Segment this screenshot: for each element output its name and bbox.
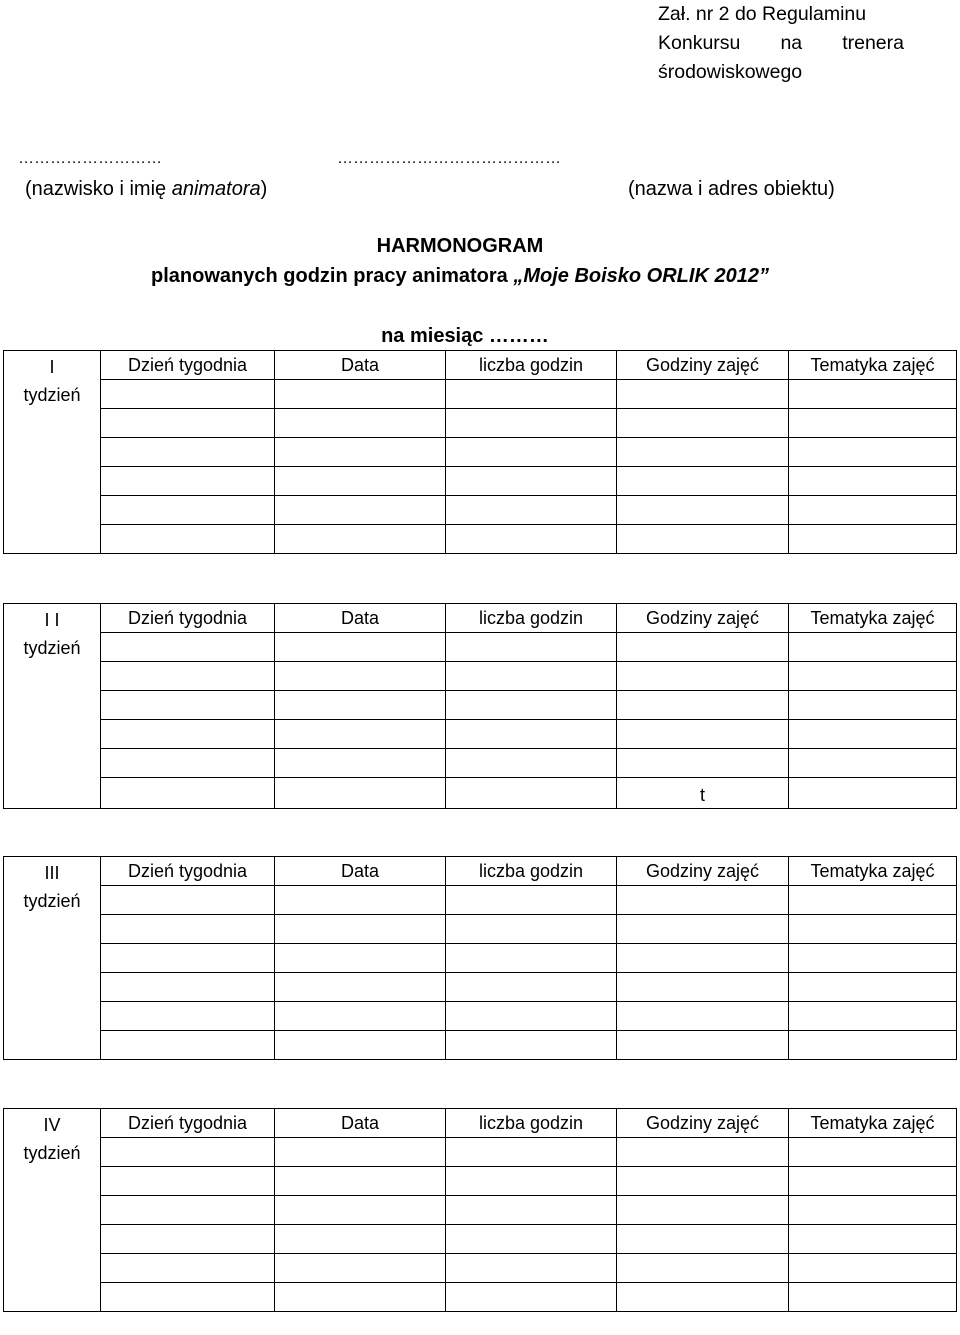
schedule-cell[interactable] [789,1196,957,1225]
facility-field[interactable]: …………………………………… [337,150,561,167]
schedule-cell[interactable] [789,662,957,691]
attachment-word: na [780,32,803,54]
schedule-cell[interactable] [101,496,275,525]
schedule-cell[interactable] [101,662,275,691]
week-table [3,350,957,554]
month-label: na miesiąc ……… [381,325,549,347]
schedule-cell[interactable] [789,1283,957,1312]
schedule-cell[interactable] [446,467,617,496]
schedule-cell[interactable] [789,915,957,944]
column-header: Tematyka zajęć [789,1109,957,1138]
schedule-cell[interactable] [789,973,957,1002]
schedule-cell[interactable] [275,973,446,1002]
document-title: HARMONOGRAM [376,235,544,257]
table-row [4,1031,957,1060]
schedule-cell[interactable] [789,749,957,778]
schedule-cell[interactable] [789,633,957,662]
schedule-cell[interactable] [617,662,789,691]
week-number: IV [43,1115,61,1135]
schedule-cell[interactable] [789,944,957,973]
subtitle-italic: „Moje Boisko ORLIK 2012” [513,265,769,287]
schedule-cell[interactable] [617,915,789,944]
week-label [4,1109,101,1312]
table-row [4,915,957,944]
schedule-cell[interactable] [617,1225,789,1254]
schedule-cell[interactable] [275,691,446,720]
week-suffix: tydzień [23,891,81,911]
schedule-cell[interactable] [101,720,275,749]
schedule-cell[interactable] [617,749,789,778]
column-header: Data [275,351,446,380]
schedule-cell[interactable] [446,720,617,749]
schedule-cell[interactable] [617,409,789,438]
column-header: Tematyka zajęć [789,857,957,886]
schedule-cell[interactable] [789,438,957,467]
column-header: Godziny zajęć [617,857,789,886]
schedule-cell[interactable] [101,1283,275,1312]
schedule-cell[interactable] [101,973,275,1002]
animator-name-field[interactable]: ……………………… [18,150,162,167]
attachment-note [658,0,904,87]
schedule-cell[interactable] [275,467,446,496]
schedule-cell[interactable] [789,525,957,554]
table-row [4,973,957,1002]
schedule-cell[interactable] [789,1138,957,1167]
schedule-cell[interactable] [789,778,957,809]
week-label [4,857,101,1060]
schedule-cell[interactable] [275,1196,446,1225]
schedule-cell[interactable] [789,467,957,496]
week-number: III [44,863,60,883]
schedule-cell[interactable] [446,1167,617,1196]
week-header-row [4,1109,957,1138]
schedule-cell[interactable] [101,1138,275,1167]
schedule-cell[interactable] [617,1002,789,1031]
attachment-word: Konkursu [658,32,741,54]
column-header: Dzień tygodnia [101,857,275,886]
week-header-row [4,351,957,380]
schedule-cell[interactable] [617,1196,789,1225]
table-row [4,1002,957,1031]
schedule-cell[interactable] [617,525,789,554]
week-suffix: tydzień [23,385,81,405]
schedule-cell[interactable] [101,778,275,809]
table-row [4,691,957,720]
column-header: Dzień tygodnia [101,604,275,633]
schedule-cell[interactable] [275,886,446,915]
column-header: Tematyka zajęć [789,351,957,380]
schedule-cell[interactable] [789,409,957,438]
column-header: Godziny zajęć [617,351,789,380]
table-row [4,467,957,496]
week-label [4,351,101,554]
schedule-cell[interactable] [617,944,789,973]
schedule-cell[interactable] [617,467,789,496]
table-row [4,1196,957,1225]
week-label [4,604,101,809]
table-row [4,778,957,809]
week-table [3,856,957,1060]
schedule-cell[interactable] [275,496,446,525]
attachment-line-3: środowiskowego [658,61,803,83]
schedule-cell[interactable] [617,1283,789,1312]
schedule-cell[interactable] [789,496,957,525]
schedule-cell[interactable] [101,1002,275,1031]
caption-italic: animatora [171,178,261,200]
column-header: Data [275,1109,446,1138]
schedule-cell[interactable] [789,1167,957,1196]
week-suffix: tydzień [23,638,81,658]
column-header: Data [275,857,446,886]
schedule-cell[interactable] [275,1283,446,1312]
table-row [4,749,957,778]
schedule-cell[interactable] [446,749,617,778]
schedule-cell[interactable] [789,1002,957,1031]
schedule-cell[interactable] [101,380,275,409]
schedule-cell[interactable] [101,1225,275,1254]
week-header-row [4,857,957,886]
schedule-cell[interactable] [275,944,446,973]
table-row [4,944,957,973]
schedule-cell[interactable] [101,1031,275,1060]
schedule-cell[interactable] [617,380,789,409]
schedule-cell[interactable] [275,409,446,438]
schedule-cell[interactable] [275,720,446,749]
schedule-cell[interactable] [275,1002,446,1031]
schedule-cell[interactable] [617,633,789,662]
schedule-cell[interactable] [617,1031,789,1060]
schedule-cell[interactable] [446,691,617,720]
schedule-cell[interactable] [789,1031,957,1060]
schedule-cell[interactable] [275,915,446,944]
caption-text: ) [260,178,268,200]
schedule-cell[interactable] [446,496,617,525]
schedule-cell[interactable] [617,438,789,467]
schedule-cell[interactable] [275,1167,446,1196]
schedule-cell[interactable] [789,691,957,720]
column-header: liczba godzin [446,1109,617,1138]
week-suffix: tydzień [23,1143,81,1163]
table-row [4,409,957,438]
table-row [4,720,957,749]
column-header: Dzień tygodnia [101,1109,275,1138]
schedule-cell[interactable] [446,1283,617,1312]
week-table [3,603,957,809]
schedule-cell[interactable] [101,944,275,973]
schedule-cell[interactable] [101,1196,275,1225]
animator-caption [25,178,267,201]
schedule-cell[interactable] [275,749,446,778]
column-header: liczba godzin [446,857,617,886]
schedule-cell[interactable] [101,915,275,944]
column-header: Tematyka zajęć [789,604,957,633]
schedule-cell[interactable] [275,778,446,809]
table-row [4,496,957,525]
schedule-cell[interactable] [275,1254,446,1283]
table-row [4,886,957,915]
table-row [4,438,957,467]
schedule-cell[interactable] [617,1138,789,1167]
schedule-cell[interactable] [617,691,789,720]
schedule-cell[interactable] [789,886,957,915]
schedule-cell[interactable] [789,720,957,749]
column-header: liczba godzin [446,604,617,633]
schedule-cell[interactable] [446,380,617,409]
schedule-cell[interactable] [617,1167,789,1196]
schedule-cell[interactable] [446,915,617,944]
table-row [4,1225,957,1254]
schedule-cell[interactable] [617,496,789,525]
schedule-cell[interactable] [789,380,957,409]
schedule-cell[interactable] [101,1254,275,1283]
schedule-cell[interactable] [446,1138,617,1167]
week-table [3,1108,957,1312]
week-number: I I [44,610,60,630]
schedule-cell[interactable] [446,662,617,691]
schedule-cell[interactable] [617,886,789,915]
schedule-cell[interactable] [101,886,275,915]
table-row [4,662,957,691]
schedule-cell[interactable] [101,1167,275,1196]
schedule-cell[interactable] [275,438,446,467]
schedule-cell[interactable] [446,886,617,915]
schedule-cell[interactable] [446,438,617,467]
document-subtitle [0,265,920,288]
schedule-cell[interactable] [446,1031,617,1060]
schedule-cell[interactable] [446,1254,617,1283]
schedule-cell[interactable] [446,973,617,1002]
schedule-cell[interactable] [789,1225,957,1254]
schedule-cell[interactable] [275,633,446,662]
attachment-word: trenera [842,32,904,54]
column-header: Data [275,604,446,633]
schedule-cell[interactable] [101,691,275,720]
schedule-cell[interactable] [275,662,446,691]
column-header: liczba godzin [446,351,617,380]
schedule-cell[interactable] [275,1031,446,1060]
column-header: Godziny zajęć [617,604,789,633]
schedule-cell[interactable] [101,467,275,496]
attachment-line-1: Zał. nr 2 do Regulaminu [658,3,867,25]
table-row [4,380,957,409]
week-number: I [49,357,55,377]
schedule-cell[interactable] [275,1225,446,1254]
schedule-cell[interactable] [446,944,617,973]
column-header: Godziny zajęć [617,1109,789,1138]
table-row [4,525,957,554]
column-header: Dzień tygodnia [101,351,275,380]
schedule-cell[interactable] [101,409,275,438]
schedule-cell[interactable] [617,720,789,749]
schedule-cell[interactable] [101,525,275,554]
schedule-cell[interactable] [446,1002,617,1031]
schedule-cell[interactable] [101,438,275,467]
schedule-cell[interactable] [446,1225,617,1254]
facility-caption: (nazwa i adres obiektu) [628,178,835,200]
schedule-cell[interactable] [789,1254,957,1283]
schedule-cell[interactable] [101,749,275,778]
table-row [4,1167,957,1196]
attachment-line-2 [658,29,904,58]
schedule-cell[interactable] [446,633,617,662]
schedule-cell[interactable]: t [617,778,789,809]
table-row [4,1138,957,1167]
caption-text: (nazwisko i imię [25,178,172,200]
schedule-cell[interactable] [446,409,617,438]
table-row [4,1254,957,1283]
week-header-row [4,604,957,633]
schedule-cell[interactable] [446,1196,617,1225]
schedule-cell[interactable] [446,778,617,809]
subtitle-text: planowanych godzin pracy animatora [151,265,514,287]
schedule-cell[interactable] [275,525,446,554]
table-row [4,1283,957,1312]
schedule-cell[interactable] [617,973,789,1002]
schedule-cell[interactable] [275,380,446,409]
schedule-cell[interactable] [275,1138,446,1167]
schedule-cell[interactable] [101,633,275,662]
schedule-cell[interactable] [446,525,617,554]
table-row [4,633,957,662]
schedule-cell[interactable] [617,1254,789,1283]
